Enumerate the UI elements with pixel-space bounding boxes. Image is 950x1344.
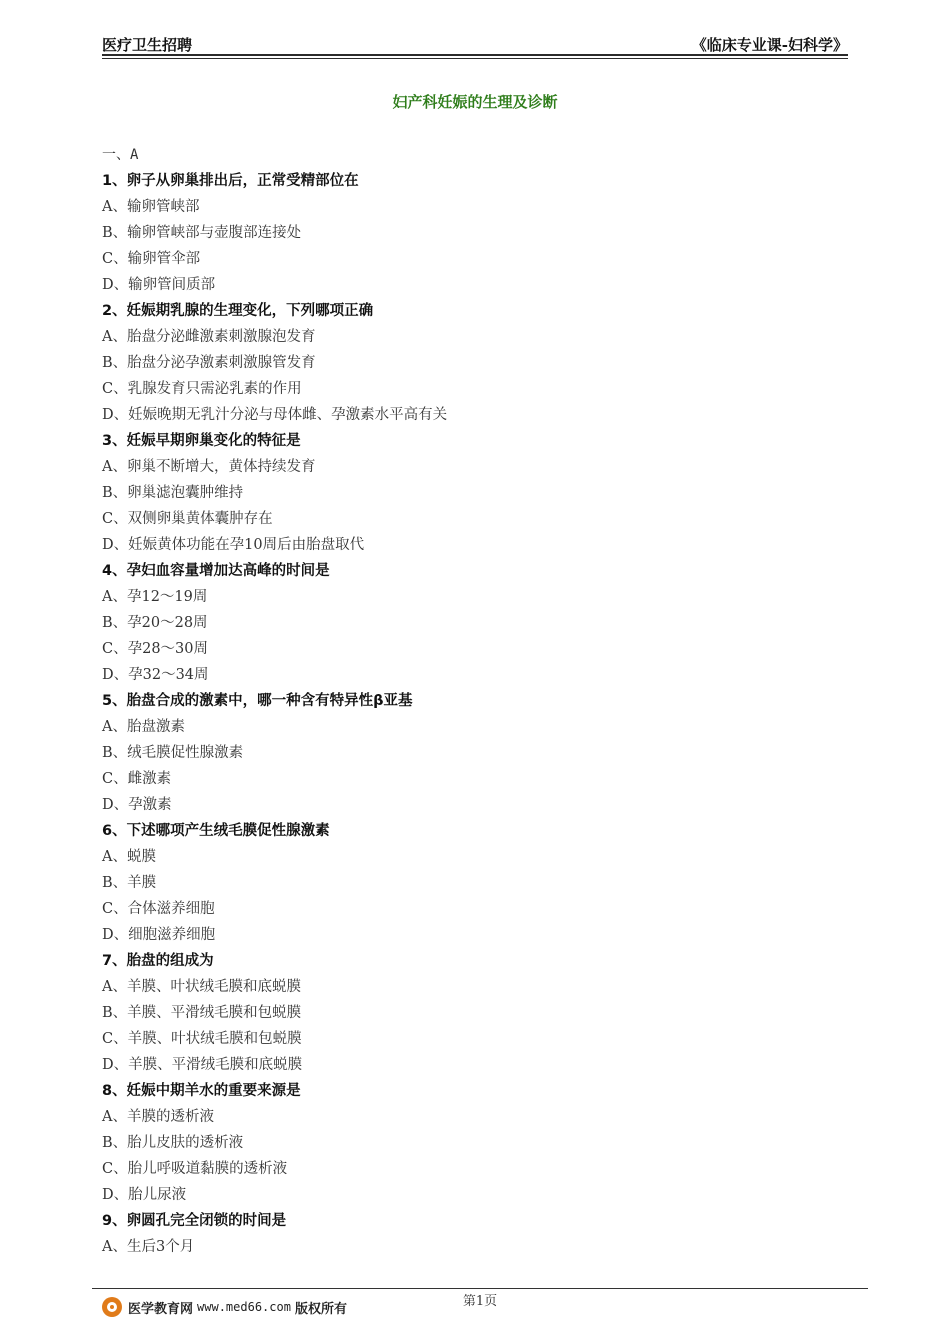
answer-option: C、孕28～30周 — [102, 641, 208, 657]
question-stem: 6、下述哪项产生绒毛膜促性腺激素 — [102, 823, 330, 839]
answer-option: D、孕32～34周 — [102, 667, 209, 683]
answer-option: D、细胞滋养细胞 — [102, 927, 216, 943]
answer-option: A、生后3个月 — [102, 1239, 195, 1255]
answer-option: D、妊娠黄体功能在孕10周后由胎盘取代 — [102, 537, 365, 553]
answer-option: A、蜕膜 — [102, 849, 156, 865]
page-header — [102, 30, 848, 56]
question-stem: 2、妊娠期乳腺的生理变化，下列哪项正确 — [102, 303, 374, 319]
header-right-title: 《临床专业课-妇科学》 — [691, 36, 848, 54]
question-stem: 7、胎盘的组成为 — [102, 953, 214, 969]
answer-option: B、胎儿皮肤的透析液 — [102, 1135, 244, 1151]
answer-option: C、合体滋养细胞 — [102, 901, 215, 917]
answer-option: A、孕12～19周 — [102, 589, 208, 605]
answer-option: B、羊膜 — [102, 875, 157, 891]
answer-option: A、羊膜的透析液 — [102, 1109, 214, 1125]
answer-option: B、羊膜、平滑绒毛膜和包蜕膜 — [102, 1005, 302, 1021]
answer-option: C、乳腺发育只需泌乳素的作用 — [102, 381, 302, 397]
footer-brand[interactable] — [102, 1296, 347, 1318]
question-stem: 4、孕妇血容量增加达高峰的时间是 — [102, 563, 330, 579]
header-rule-thin — [102, 58, 848, 59]
question-stem: 8、妊娠中期羊水的重要来源是 — [102, 1083, 301, 1099]
answer-option: A、羊膜、叶状绒毛膜和底蜕膜 — [102, 979, 301, 995]
answer-option: A、输卵管峡部 — [102, 199, 200, 215]
document-title: 妇产科妊娠的生理及诊断 — [392, 93, 558, 111]
answer-option: D、羊膜、平滑绒毛膜和底蜕膜 — [102, 1057, 303, 1073]
question-stem: 5、胎盘合成的激素中，哪一种含有特异性β亚基 — [102, 693, 413, 709]
answer-option: C、雌激素 — [102, 771, 172, 787]
question-stem: 3、妊娠早期卵巢变化的特征是 — [102, 433, 301, 449]
answer-option: B、孕20～28周 — [102, 615, 208, 631]
footer-rule — [92, 1288, 868, 1289]
question-stem: 1、卵子从卵巢排出后，正常受精部位在 — [102, 173, 359, 189]
footer-rights: 版权所有 — [294, 1301, 347, 1317]
answer-option: A、胎盘分泌雌激素刺激腺泡发育 — [102, 329, 316, 345]
footer-url[interactable]: www.med66.com — [197, 1300, 291, 1314]
answer-option: D、输卵管间质部 — [102, 277, 216, 293]
answer-option: B、绒毛膜促性腺激素 — [102, 745, 244, 761]
answer-option: C、胎儿呼吸道黏膜的透析液 — [102, 1161, 288, 1177]
med66-logo-icon — [102, 1297, 122, 1317]
question-stem: 9、卵圆孔完全闭锁的时间是 — [102, 1213, 287, 1229]
page-number: 第1页 — [462, 1294, 498, 1309]
answer-option: A、卵巢不断增大，黄体持续发育 — [102, 459, 316, 475]
answer-option: B、卵巢滤泡囊肿维持 — [102, 485, 244, 501]
answer-option: D、胎儿尿液 — [102, 1187, 187, 1203]
answer-option: C、双侧卵巢黄体囊肿存在 — [102, 511, 273, 527]
header-rule — [102, 54, 848, 56]
answer-option: C、羊膜、叶状绒毛膜和包蜕膜 — [102, 1031, 302, 1047]
answer-option: D、孕激素 — [102, 797, 172, 813]
header-left-title: 医疗卫生招聘 — [102, 36, 193, 54]
footer-brand-name: 医学教育网 — [128, 1301, 194, 1317]
document-body — [102, 142, 862, 1260]
answer-option: D、妊娠晚期无乳汁分泌与母体雌、孕激素水平高有关 — [102, 407, 448, 423]
question-list — [102, 168, 862, 1260]
answer-option: A、胎盘激素 — [102, 719, 185, 735]
section-heading: 一、A — [102, 147, 139, 163]
answer-option: C、输卵管伞部 — [102, 251, 201, 267]
answer-option: B、胎盘分泌孕激素刺激腺管发育 — [102, 355, 316, 371]
answer-option: B、输卵管峡部与壶腹部连接处 — [102, 225, 302, 241]
